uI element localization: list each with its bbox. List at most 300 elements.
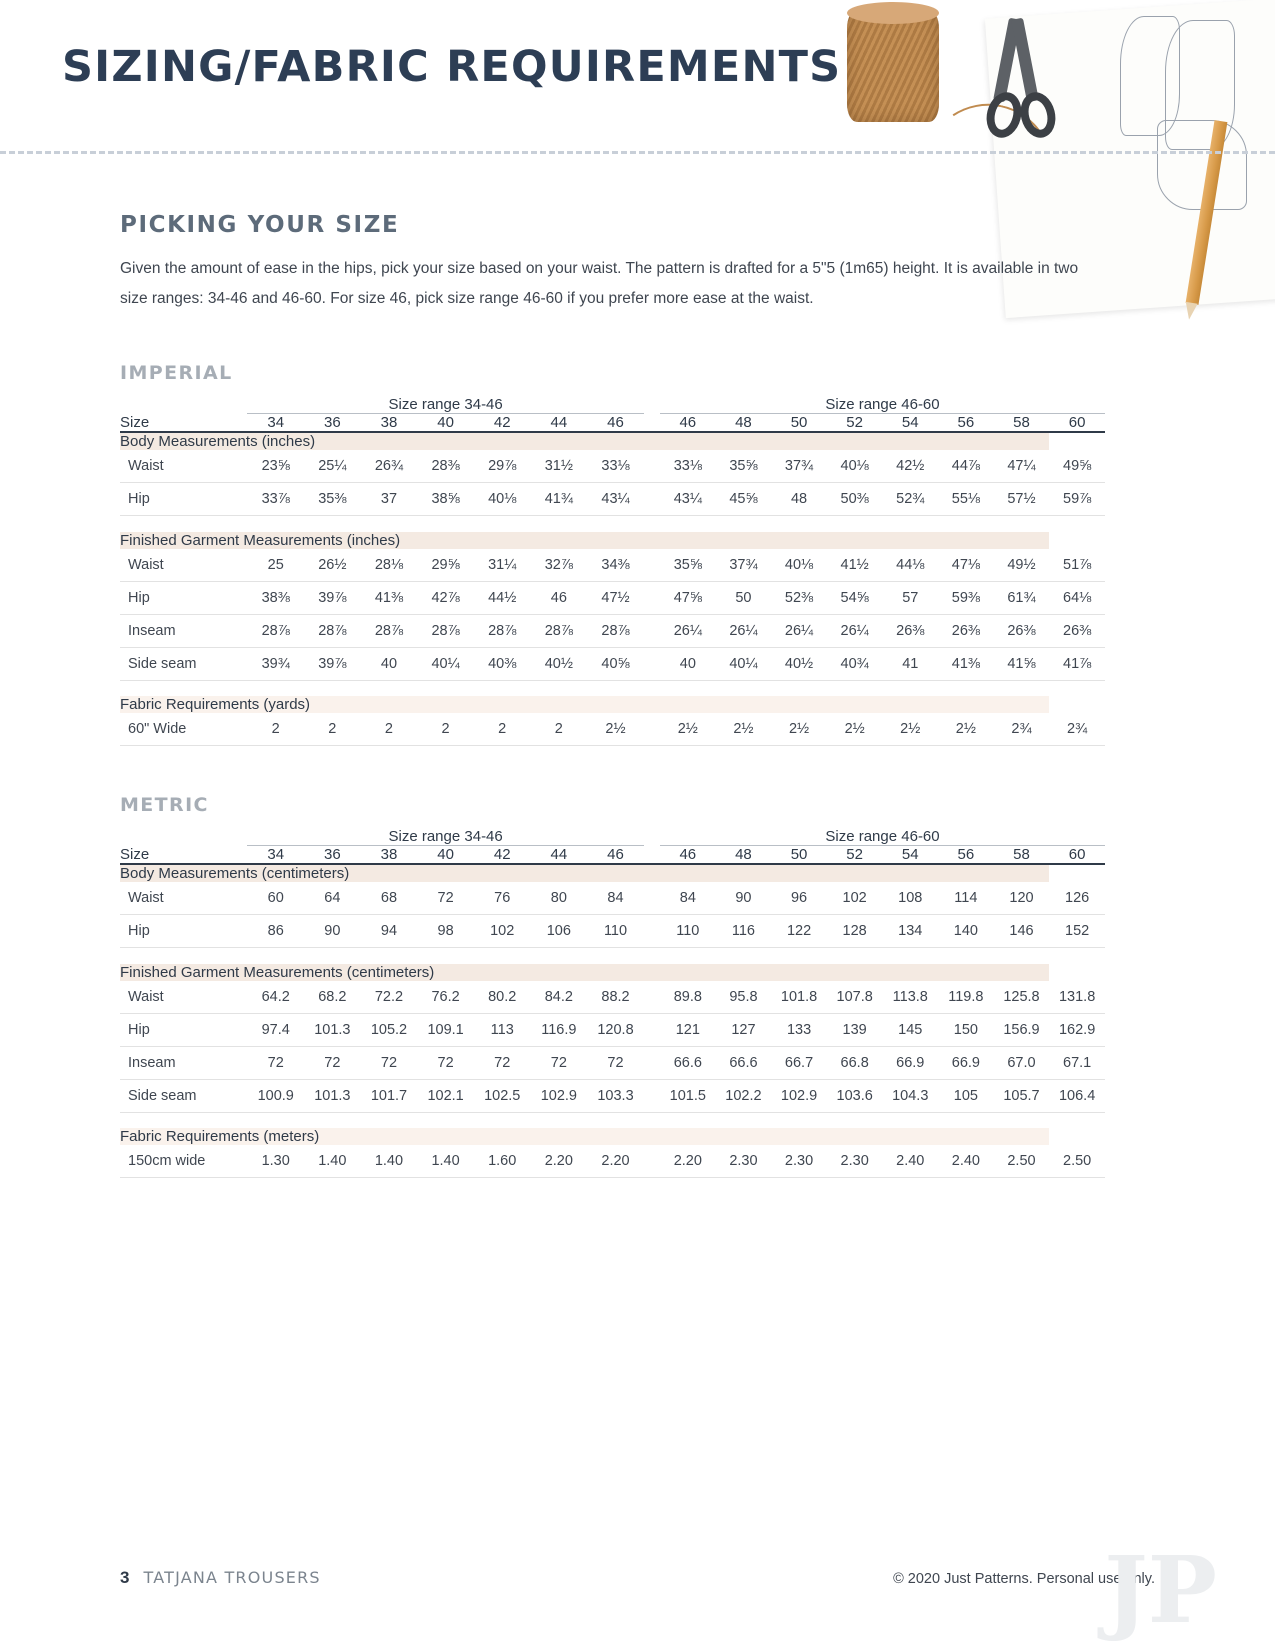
column-header-size-46: 46	[660, 846, 716, 865]
column-header-size-60: 60	[1049, 846, 1105, 865]
column-header-size-44: 44	[531, 846, 588, 865]
range-gap	[644, 1013, 660, 1046]
cell-value: 57	[882, 581, 938, 614]
cell-value: 106	[531, 915, 588, 948]
cell-value: 105.7	[994, 1079, 1050, 1112]
column-header-size-44: 44	[531, 414, 588, 433]
cell-value: 127	[716, 1013, 772, 1046]
band-body-measurements-label: Body Measurements (inches)	[120, 432, 1049, 450]
cell-value: 133	[771, 1013, 827, 1046]
cell-value: 2	[247, 713, 304, 746]
column-header-size-56: 56	[938, 846, 994, 865]
cell-value: 28⅞	[304, 614, 361, 647]
cell-value: 35⅝	[660, 549, 716, 582]
cell-value: 41⅝	[994, 647, 1050, 680]
size-range-right-label: Size range 46-60	[660, 396, 1105, 414]
cell-value: 39⅞	[304, 647, 361, 680]
cell-value: 80	[531, 882, 588, 915]
cell-value: 72	[474, 1046, 531, 1079]
row-label: Hip	[120, 1013, 247, 1046]
cell-value: 34⅜	[587, 549, 644, 582]
cell-value: 126	[1049, 882, 1105, 915]
cell-value: 38⅝	[417, 483, 474, 516]
cell-value: 67.1	[1049, 1046, 1105, 1079]
cell-value: 26¼	[660, 614, 716, 647]
cell-value: 84.2	[531, 981, 588, 1014]
cell-value: 72	[417, 1046, 474, 1079]
range-gap	[644, 1046, 660, 1079]
row-spacer	[120, 516, 1105, 532]
row-label: Hip	[120, 483, 247, 516]
cell-value: 55⅛	[938, 483, 994, 516]
cell-value: 2½	[771, 713, 827, 746]
cell-value: 66.8	[827, 1046, 883, 1079]
empty-corner	[120, 828, 247, 846]
document-name: TATJANA TROUSERS	[143, 1568, 321, 1587]
cell-value: 110	[587, 915, 644, 948]
row-label: Hip	[120, 581, 247, 614]
range-gap	[644, 846, 660, 865]
cell-value: 60	[247, 882, 304, 915]
range-gap	[644, 614, 660, 647]
cell-value: 26⅜	[994, 614, 1050, 647]
cell-value: 33⅛	[587, 450, 644, 483]
size-range-left-label: Size range 34-46	[247, 828, 643, 846]
cell-value: 41	[882, 647, 938, 680]
row-spacer-cell	[120, 516, 1049, 532]
range-gap	[644, 483, 660, 516]
cell-value: 28⅞	[587, 614, 644, 647]
column-header-size-46: 46	[587, 846, 644, 865]
range-gap	[644, 581, 660, 614]
cell-value: 2.40	[882, 1145, 938, 1178]
row-label: Inseam	[120, 1046, 247, 1079]
cell-value: 32⅞	[531, 549, 588, 582]
row-label: Waist	[120, 981, 247, 1014]
table-row	[120, 483, 1105, 516]
cell-value: 97.4	[247, 1013, 304, 1046]
table-row	[120, 882, 1105, 915]
cell-value: 64⅛	[1049, 581, 1105, 614]
cell-value: 28⅞	[247, 614, 304, 647]
cell-value: 100.9	[247, 1079, 304, 1112]
table-row	[120, 581, 1105, 614]
cell-value: 66.9	[938, 1046, 994, 1079]
cell-value: 48	[771, 483, 827, 516]
column-header-size-38: 38	[361, 414, 418, 433]
cell-value: 90	[716, 882, 772, 915]
subsection-title-imperial: IMPERIAL	[120, 362, 233, 384]
cell-value: 102.5	[474, 1079, 531, 1112]
page-content	[0, 212, 1275, 1178]
cell-value: 2¾	[994, 713, 1050, 746]
cell-value: 25¼	[304, 450, 361, 483]
cell-value: 28⅞	[474, 614, 531, 647]
cell-value: 84	[587, 882, 644, 915]
cell-value: 26½	[304, 549, 361, 582]
column-header-size-40: 40	[417, 414, 474, 433]
column-header-size-54: 54	[882, 414, 938, 433]
column-header-size-54: 54	[882, 846, 938, 865]
row-label: 150cm wide	[120, 1145, 247, 1178]
cell-value: 1.60	[474, 1145, 531, 1178]
table-row	[120, 647, 1105, 680]
cell-value: 64.2	[247, 981, 304, 1014]
band-fabric-requirements	[120, 696, 1105, 713]
band-body-measurements	[120, 864, 1105, 882]
column-header-size-50: 50	[771, 414, 827, 433]
cell-value: 26¼	[771, 614, 827, 647]
cell-value: 102.1	[417, 1079, 474, 1112]
cell-value: 103.6	[827, 1079, 883, 1112]
column-header-size-60: 60	[1049, 414, 1105, 433]
cell-value: 54⅝	[827, 581, 883, 614]
cell-value: 31¼	[474, 549, 531, 582]
cell-value: 106.4	[1049, 1079, 1105, 1112]
range-gap	[644, 915, 660, 948]
column-header-size-38: 38	[361, 846, 418, 865]
cell-value: 152	[1049, 915, 1105, 948]
cell-value: 2¾	[1049, 713, 1105, 746]
column-header-size-50: 50	[771, 846, 827, 865]
range-gap	[644, 882, 660, 915]
row-label: Waist	[120, 450, 247, 483]
cell-value: 107.8	[827, 981, 883, 1014]
cell-value: 38⅜	[247, 581, 304, 614]
range-gap	[644, 828, 660, 846]
cell-value: 43¼	[660, 483, 716, 516]
cell-value: 116.9	[531, 1013, 588, 1046]
cell-value: 1.40	[417, 1145, 474, 1178]
row-label: 60" Wide	[120, 713, 247, 746]
cell-value: 26¼	[716, 614, 772, 647]
cell-value: 102.9	[771, 1079, 827, 1112]
cell-value: 28⅞	[531, 614, 588, 647]
row-spacer-cell	[120, 1112, 1049, 1128]
cell-value: 90	[304, 915, 361, 948]
table-row	[120, 713, 1105, 746]
cell-value: 37	[361, 483, 418, 516]
range-gap	[644, 414, 660, 433]
column-header-size-58: 58	[994, 414, 1050, 433]
cell-value: 104.3	[882, 1079, 938, 1112]
cell-value: 119.8	[938, 981, 994, 1014]
range-gap	[644, 713, 660, 746]
cell-value: 45⅝	[716, 483, 772, 516]
cell-value: 96	[771, 882, 827, 915]
cell-value: 35⅝	[716, 450, 772, 483]
cell-value: 2.30	[716, 1145, 772, 1178]
cell-value: 66.9	[882, 1046, 938, 1079]
cell-value: 2	[531, 713, 588, 746]
cell-value: 146	[994, 915, 1050, 948]
cell-value: 110	[660, 915, 716, 948]
band-fabric-requirements	[120, 1128, 1105, 1145]
cell-value: 40⅜	[474, 647, 531, 680]
row-label: Waist	[120, 882, 247, 915]
cell-value: 47½	[587, 581, 644, 614]
cell-value: 52⅜	[771, 581, 827, 614]
row-label: Side seam	[120, 647, 247, 680]
cell-value: 26¼	[827, 614, 883, 647]
band-finished-measurements	[120, 532, 1105, 549]
band-body-measurements-label: Body Measurements (centimeters)	[120, 864, 1049, 882]
cell-value: 44½	[474, 581, 531, 614]
range-gap	[644, 549, 660, 582]
cell-value: 145	[882, 1013, 938, 1046]
imperial-sizing-table	[120, 396, 1105, 746]
row-spacer	[120, 948, 1105, 964]
row-label: Hip	[120, 915, 247, 948]
page-number: 3	[120, 1568, 130, 1587]
header-divider	[0, 151, 1275, 154]
cell-value: 49⅝	[1049, 450, 1105, 483]
cell-value: 41⅜	[361, 581, 418, 614]
cell-value: 101.8	[771, 981, 827, 1014]
size-header-row	[120, 846, 1105, 865]
range-gap	[644, 450, 660, 483]
cell-value: 37¾	[771, 450, 827, 483]
cell-value: 52¾	[882, 483, 938, 516]
cell-value: 37¾	[716, 549, 772, 582]
table-row	[120, 614, 1105, 647]
copyright-notice: © 2020 Just Patterns. Personal use only.	[893, 1571, 1155, 1587]
section-title-picking-your-size: PICKING YOUR SIZE	[120, 212, 400, 238]
cell-value: 40½	[531, 647, 588, 680]
cell-value: 40⅛	[827, 450, 883, 483]
column-header-size-46: 46	[660, 414, 716, 433]
cell-value: 40¾	[827, 647, 883, 680]
page-title: SIZING/FABRIC REQUIREMENTS	[62, 42, 842, 92]
table-row	[120, 549, 1105, 582]
row-spacer	[120, 680, 1105, 696]
cell-value: 122	[771, 915, 827, 948]
size-range-right-label: Size range 46-60	[660, 828, 1105, 846]
row-label: Waist	[120, 549, 247, 582]
cell-value: 40⅝	[587, 647, 644, 680]
size-header-row	[120, 414, 1105, 433]
cell-value: 2½	[716, 713, 772, 746]
range-gap	[644, 396, 660, 414]
cell-value: 33⅞	[247, 483, 304, 516]
table-row	[120, 450, 1105, 483]
cell-value: 29⅞	[474, 450, 531, 483]
row-spacer-cell	[120, 680, 1049, 696]
cell-value: 40¼	[716, 647, 772, 680]
cell-value: 105.2	[361, 1013, 418, 1046]
cell-value: 43¼	[587, 483, 644, 516]
cell-value: 113.8	[882, 981, 938, 1014]
column-header-size: Size	[120, 414, 247, 433]
cell-value: 68.2	[304, 981, 361, 1014]
column-header-size: Size	[120, 846, 247, 865]
cell-value: 94	[361, 915, 418, 948]
band-finished-measurements-label: Finished Garment Measurements (centimeters)	[120, 964, 1049, 981]
cell-value: 64	[304, 882, 361, 915]
thread-spool-top	[847, 2, 939, 24]
cell-value: 102.9	[531, 1079, 588, 1112]
band-finished-measurements	[120, 964, 1105, 981]
cell-value: 28⅞	[361, 614, 418, 647]
cell-value: 68	[361, 882, 418, 915]
cell-value: 120.8	[587, 1013, 644, 1046]
cell-value: 101.7	[361, 1079, 418, 1112]
cell-value: 102.2	[716, 1079, 772, 1112]
column-header-size-46: 46	[587, 414, 644, 433]
cell-value: 41½	[827, 549, 883, 582]
cell-value: 102	[474, 915, 531, 948]
cell-value: 2.20	[531, 1145, 588, 1178]
row-label: Side seam	[120, 1079, 247, 1112]
cell-value: 66.6	[660, 1046, 716, 1079]
cell-value: 41¾	[531, 483, 588, 516]
cell-value: 2½	[938, 713, 994, 746]
cell-value: 108	[882, 882, 938, 915]
cell-value: 59⅜	[938, 581, 994, 614]
cell-value: 44⅛	[882, 549, 938, 582]
cell-value: 2½	[660, 713, 716, 746]
cell-value: 35⅜	[304, 483, 361, 516]
cell-value: 114	[938, 882, 994, 915]
cell-value: 86	[247, 915, 304, 948]
cell-value: 128	[827, 915, 883, 948]
cell-value: 40⅛	[771, 549, 827, 582]
cell-value: 33⅛	[660, 450, 716, 483]
pattern-curve-icon	[1120, 16, 1180, 136]
size-range-header-row	[120, 828, 1105, 846]
cell-value: 88.2	[587, 981, 644, 1014]
table-row	[120, 1145, 1105, 1178]
cell-value: 2	[361, 713, 418, 746]
cell-value: 72	[361, 1046, 418, 1079]
picking-your-size-paragraph: Given the amount of ease in the hips, pick your size based on your waist. The pattern is drafted for a 5"5 (1m65) height. It is available in two size ranges: 34-46 and 46-60. For size 46, pick size range 46-60 if you prefer more ease at the waist.	[120, 260, 1079, 307]
cell-value: 26⅜	[1049, 614, 1105, 647]
cell-value: 116	[716, 915, 772, 948]
cell-value: 1.40	[304, 1145, 361, 1178]
cell-value: 2½	[587, 713, 644, 746]
cell-value: 49½	[994, 549, 1050, 582]
cell-value: 101.3	[304, 1013, 361, 1046]
cell-value: 156.9	[994, 1013, 1050, 1046]
cell-value: 50⅜	[827, 483, 883, 516]
cell-value: 26¾	[361, 450, 418, 483]
cell-value: 72.2	[361, 981, 418, 1014]
column-header-size-40: 40	[417, 846, 474, 865]
table-row	[120, 1013, 1105, 1046]
column-header-size-56: 56	[938, 414, 994, 433]
cell-value: 76	[474, 882, 531, 915]
band-fabric-requirements-label: Fabric Requirements (meters)	[120, 1128, 1049, 1145]
cell-value: 103.3	[587, 1079, 644, 1112]
table-row	[120, 1046, 1105, 1079]
cell-value: 2½	[827, 713, 883, 746]
cell-value: 31½	[531, 450, 588, 483]
cell-value: 102	[827, 882, 883, 915]
cell-value: 40	[361, 647, 418, 680]
cell-value: 134	[882, 915, 938, 948]
cell-value: 2	[304, 713, 361, 746]
cell-value: 1.40	[361, 1145, 418, 1178]
page-header	[0, 0, 1275, 150]
cell-value: 2.20	[587, 1145, 644, 1178]
row-label: Inseam	[120, 614, 247, 647]
cell-value: 40¼	[417, 647, 474, 680]
cell-value: 2½	[882, 713, 938, 746]
page-footer	[0, 1568, 1275, 1588]
cell-value: 51⅞	[1049, 549, 1105, 582]
cell-value: 47¼	[994, 450, 1050, 483]
cell-value: 105	[938, 1079, 994, 1112]
column-header-size-52: 52	[827, 414, 883, 433]
cell-value: 95.8	[716, 981, 772, 1014]
cell-value: 28⅛	[361, 549, 418, 582]
cell-value: 39⅞	[304, 581, 361, 614]
cell-value: 25	[247, 549, 304, 582]
cell-value: 121	[660, 1013, 716, 1046]
column-header-size-48: 48	[716, 414, 772, 433]
cell-value: 72	[531, 1046, 588, 1079]
cell-value: 2.40	[938, 1145, 994, 1178]
cell-value: 26⅜	[938, 614, 994, 647]
cell-value: 61¾	[994, 581, 1050, 614]
cell-value: 162.9	[1049, 1013, 1105, 1046]
cell-value: 120	[994, 882, 1050, 915]
cell-value: 23⅝	[247, 450, 304, 483]
cell-value: 125.8	[994, 981, 1050, 1014]
cell-value: 46	[531, 581, 588, 614]
cell-value: 89.8	[660, 981, 716, 1014]
row-spacer	[120, 1112, 1105, 1128]
cell-value: 150	[938, 1013, 994, 1046]
cell-value: 2.30	[827, 1145, 883, 1178]
column-header-size-48: 48	[716, 846, 772, 865]
cell-value: 139	[827, 1013, 883, 1046]
cell-value: 109.1	[417, 1013, 474, 1046]
thread-spool-icon	[847, 10, 939, 122]
cell-value: 131.8	[1049, 981, 1105, 1014]
cell-value: 28⅜	[417, 450, 474, 483]
cell-value: 40⅛	[474, 483, 531, 516]
cell-value: 72	[417, 882, 474, 915]
cell-value: 66.6	[716, 1046, 772, 1079]
row-spacer-cell	[120, 948, 1049, 964]
cell-value: 2.50	[1049, 1145, 1105, 1178]
cell-value: 40½	[771, 647, 827, 680]
cell-value: 101.5	[660, 1079, 716, 1112]
cell-value: 2.30	[771, 1145, 827, 1178]
cell-value: 80.2	[474, 981, 531, 1014]
size-range-header-row	[120, 396, 1105, 414]
band-finished-measurements-label: Finished Garment Measurements (inches)	[120, 532, 1049, 549]
size-range-left-label: Size range 34-46	[247, 396, 643, 414]
subsection-title-metric: METRIC	[120, 794, 209, 816]
cell-value: 39¾	[247, 647, 304, 680]
cell-value: 2	[417, 713, 474, 746]
range-gap	[644, 1079, 660, 1112]
range-gap	[644, 981, 660, 1014]
cell-value: 72	[587, 1046, 644, 1079]
range-gap	[644, 1145, 660, 1178]
cell-value: 140	[938, 915, 994, 948]
cell-value: 72	[247, 1046, 304, 1079]
cell-value: 26⅜	[882, 614, 938, 647]
column-header-size-36: 36	[304, 846, 361, 865]
column-header-size-52: 52	[827, 846, 883, 865]
cell-value: 57½	[994, 483, 1050, 516]
just-patterns-logo: JP	[1104, 1536, 1217, 1645]
cell-value: 42⅞	[417, 581, 474, 614]
cell-value: 40	[660, 647, 716, 680]
